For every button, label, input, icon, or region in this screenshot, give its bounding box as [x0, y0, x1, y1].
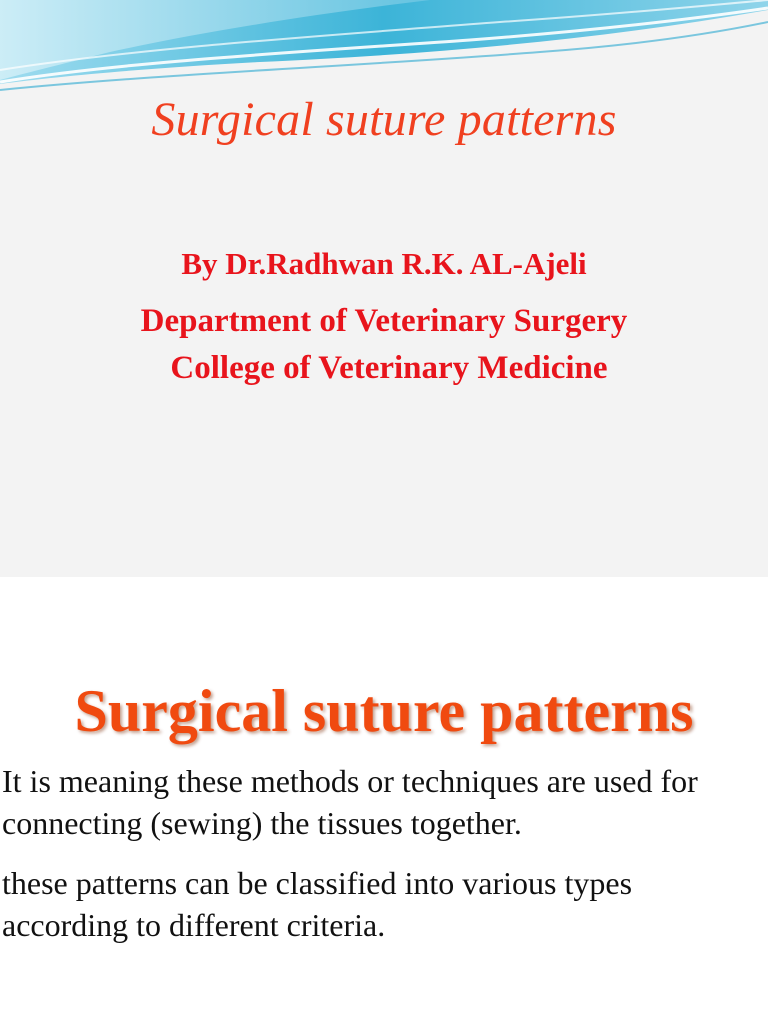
author-line: By Dr.Radhwan R.K. AL-Ajeli [181, 246, 587, 281]
wave-decoration [0, 0, 768, 95]
content-title: Surgical suture patterns [74, 678, 694, 744]
paragraph-classification: these patterns can be classified into various types according to different criteria. [2, 865, 633, 943]
paragraph-definition: It is meaning these methods or techniques are used for connecting (sewing) the tissues together. [2, 763, 698, 841]
department-line: Department of Veterinary Surgery [140, 303, 628, 339]
content-slide [0, 577, 768, 1024]
slide-title: Surgical suture patterns [151, 93, 617, 146]
college-line: College of Veterinary Medicine [170, 350, 608, 386]
